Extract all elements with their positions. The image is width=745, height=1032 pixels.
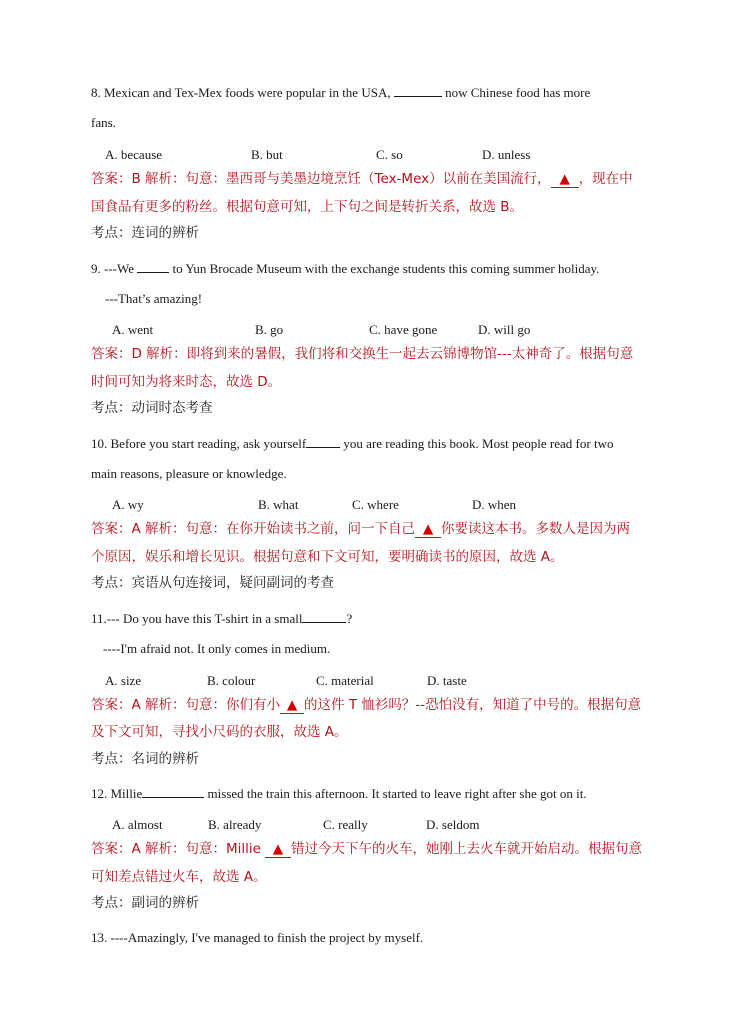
q10-option-c: C. where bbox=[352, 497, 399, 512]
q12-answer-marker: ▲ bbox=[265, 841, 291, 858]
q8-answer-line1 bbox=[91, 171, 633, 188]
q12-answer-line1 bbox=[91, 841, 642, 858]
q12-stem-text: 12. Millie bbox=[91, 786, 143, 801]
q11-option-a: A. size bbox=[105, 673, 142, 688]
q12-stem-line1 bbox=[91, 785, 587, 802]
q8-answer-text-cont: ，现在中 bbox=[578, 171, 633, 187]
q12-option-d: D. seldom bbox=[426, 817, 480, 832]
q11-stem-text-cont: ? bbox=[346, 611, 353, 626]
q12-point: 考点：副词的辨析 bbox=[91, 895, 199, 911]
q12-stem-text-cont: missed the train this afternoon. It started to leave right after she got on it. bbox=[207, 786, 587, 801]
q9-option-d: D. will go bbox=[478, 322, 531, 337]
q9-stem-text: 9. ---We bbox=[91, 261, 134, 276]
q10-option-a: A. wy bbox=[112, 497, 144, 512]
q10-answer-line2: 个原因，娱乐和增长见识。根据句意和下文可知，要明确读书的原因，故选 A。 bbox=[91, 549, 564, 565]
q9-option-c: C. have gone bbox=[369, 322, 438, 337]
q9-option-b: B. go bbox=[255, 322, 284, 337]
q10-stem-text: 10. Before you start reading, ask yourself bbox=[91, 436, 307, 451]
q9-option-a: A. went bbox=[112, 322, 154, 337]
q10-point: 考点：宾语从句连接词，疑问副词的考查 bbox=[91, 575, 334, 591]
q12-option-c: C. really bbox=[323, 817, 368, 832]
q8-stem-line2: fans. bbox=[91, 115, 116, 130]
q11-blank bbox=[302, 610, 346, 623]
q8-option-c: C. so bbox=[376, 147, 403, 162]
q12-answer-text: 答案：A 解析：句意：Millie bbox=[91, 841, 261, 857]
q11-answer-marker: ▲ bbox=[280, 697, 304, 714]
q8-option-a: A. because bbox=[105, 147, 163, 162]
q8-answer-marker: ▲ bbox=[551, 171, 579, 188]
q10-answer-text: 答案：A 解析：句意：在你开始读书之前，问一下自己 bbox=[91, 521, 416, 537]
q8-option-b: B. but bbox=[251, 147, 283, 162]
q11-stem-text: 11.--- Do you have this T-shirt in a small bbox=[91, 611, 303, 626]
q11-stem-line2: ----I'm afraid not. It only comes in medium. bbox=[103, 641, 331, 656]
q11-option-b: B. colour bbox=[207, 673, 256, 688]
q11-answer-text: 答案：A 解析：句意：你们有小 bbox=[91, 697, 281, 713]
q8-stem-text: 8. Mexican and Tex-Mex foods were popular in the USA, bbox=[91, 85, 391, 100]
q8-blank bbox=[394, 84, 442, 97]
q12-blank bbox=[142, 785, 204, 798]
q10-stem-line2: main reasons, pleasure or knowledge. bbox=[91, 466, 287, 481]
q11-option-c: C. material bbox=[316, 673, 374, 688]
q10-stem-line1 bbox=[91, 435, 613, 452]
q8-answer-text: 答案：B 解析：句意：墨西哥与美墨边境烹饪（Tex-Mex）以前在美国流行， bbox=[91, 171, 551, 187]
q9-answer-line1: 答案：D 解析：即将到来的暑假，我们将和交换生一起去云锦博物馆---太神奇了。根据句意 bbox=[91, 346, 634, 362]
q11-answer-text-cont: 的这件 T 恤衫吗？--恐怕没有，知道了中号的。根据句意 bbox=[304, 697, 642, 713]
q9-blank bbox=[137, 260, 169, 273]
q12-option-a: A. almost bbox=[112, 817, 163, 832]
q8-stem-line1 bbox=[91, 84, 590, 101]
q12-answer-text-cont: 错过今天下午的火车，她刚上去火车就开始启动。根据句意 bbox=[290, 841, 642, 857]
q11-answer-line2: 及下文可知，寻找小尺码的衣服，故选 A。 bbox=[91, 724, 348, 740]
q12-option-b: B. already bbox=[208, 817, 262, 832]
q8-stem-text-cont: now Chinese food has more bbox=[445, 85, 591, 100]
q12-answer-line2: 可知差点错过火车，故选 A。 bbox=[91, 869, 267, 885]
q9-point: 考点：动词时态考查 bbox=[91, 400, 213, 416]
q10-option-d: D. when bbox=[472, 497, 517, 512]
q10-blank bbox=[306, 435, 340, 448]
q9-answer-line2: 时间可知为将来时态，故选 D。 bbox=[91, 374, 282, 390]
q10-answer-text-cont: 你要读这本书。多数人是因为两 bbox=[441, 521, 631, 537]
q13-stem-line1: 13. ----Amazingly, I've managed to finish the project by myself. bbox=[91, 930, 424, 945]
q9-stem-text-cont: to Yun Brocade Museum with the exchange students this coming summer holiday. bbox=[172, 261, 600, 276]
q10-answer-line1 bbox=[91, 521, 630, 538]
q11-answer-line1 bbox=[91, 697, 641, 714]
q10-stem-text-cont: you are reading this book. Most people read for two bbox=[343, 436, 614, 451]
q11-point: 考点：名词的辨析 bbox=[91, 751, 199, 767]
q10-answer-marker: ▲ bbox=[415, 521, 441, 538]
q8-answer-line2: 国食品有更多的粉丝。根据句意可知，上下句之间是转折关系，故选 B。 bbox=[91, 199, 524, 215]
q9-stem-line2: ---That’s amazing! bbox=[105, 291, 203, 306]
q8-point: 考点：连词的辨析 bbox=[91, 225, 199, 241]
q11-stem-line1 bbox=[91, 610, 352, 627]
q10-option-b: B. what bbox=[258, 497, 299, 512]
q11-option-d: D. taste bbox=[427, 673, 467, 688]
q9-stem-line1 bbox=[91, 260, 599, 277]
q8-option-d: D. unless bbox=[482, 147, 531, 162]
